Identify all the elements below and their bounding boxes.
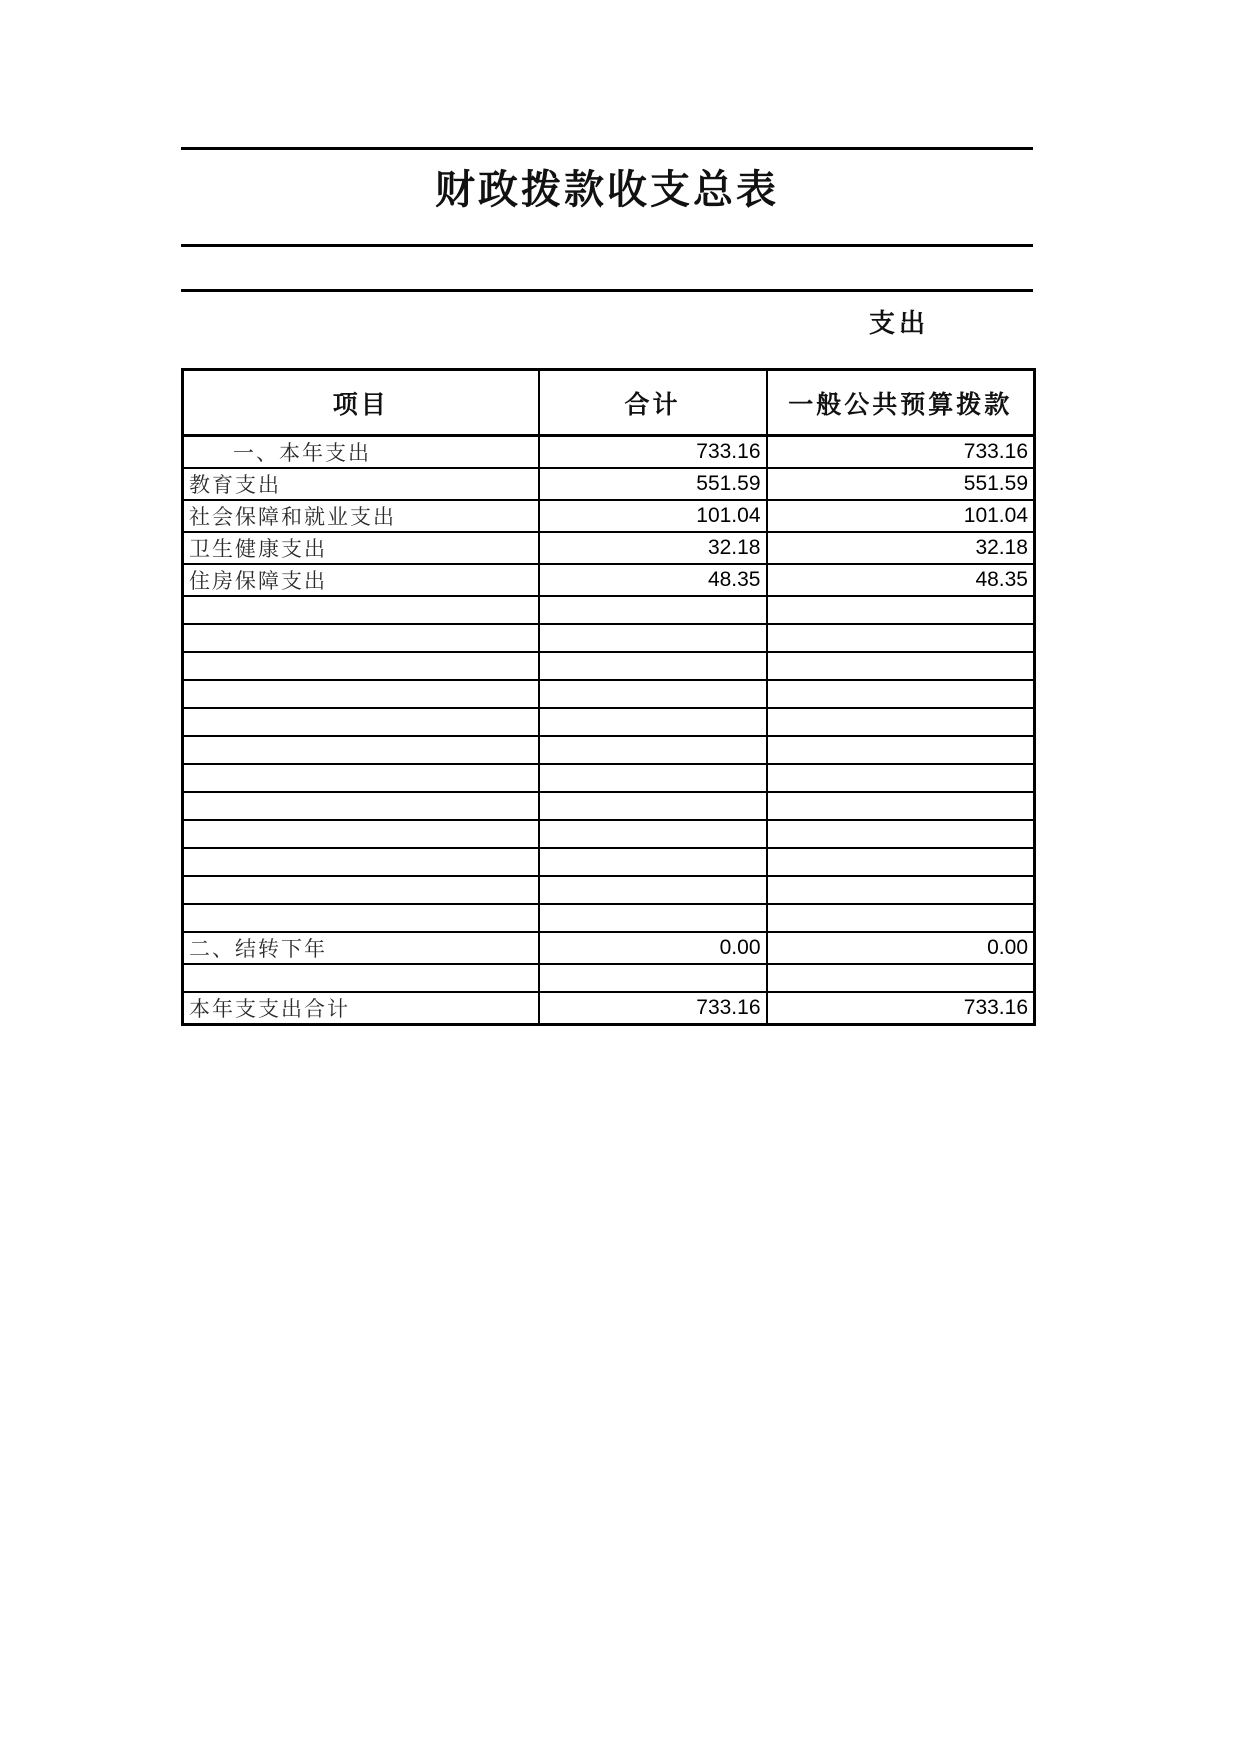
- budget-table: [181, 368, 1036, 1026]
- total-cell: [539, 736, 767, 764]
- table-row: [183, 708, 1035, 736]
- table-row: [183, 848, 1035, 876]
- item-cell: [183, 904, 539, 932]
- item-cell: 本年支支出合计: [183, 992, 539, 1025]
- table-row: [183, 596, 1035, 624]
- total-cell: 733.16: [539, 992, 767, 1025]
- section-label-expenditure: 支出: [868, 309, 929, 338]
- table-row: [183, 820, 1035, 848]
- general-budget-cell: [767, 820, 1035, 848]
- table-row: [183, 876, 1035, 904]
- item-cell: [183, 820, 539, 848]
- page-title: 财政拨款收支总表: [435, 167, 779, 212]
- table-row: [183, 992, 1035, 1025]
- total-cell: [539, 708, 767, 736]
- table-row: [183, 904, 1035, 932]
- general-budget-cell: 733.16: [767, 992, 1035, 1025]
- table-header: [183, 370, 1035, 436]
- total-cell: 551.59: [539, 468, 767, 500]
- general-budget-cell: [767, 652, 1035, 680]
- table-row: [183, 564, 1035, 596]
- general-budget-cell: [767, 876, 1035, 904]
- general-budget-cell: [767, 792, 1035, 820]
- item-cell: [183, 764, 539, 792]
- general-budget-cell: 0.00: [767, 932, 1035, 964]
- total-cell: [539, 876, 767, 904]
- table-row: [183, 468, 1035, 500]
- item-cell: 教育支出: [183, 468, 539, 500]
- general-budget-cell: 733.16: [767, 436, 1035, 469]
- header-row: [183, 370, 1035, 436]
- general-budget-cell: 48.35: [767, 564, 1035, 596]
- total-cell: [539, 764, 767, 792]
- section-divider-rule: [181, 289, 1033, 292]
- item-cell: 二、结转下年: [183, 932, 539, 964]
- total-cell: 32.18: [539, 532, 767, 564]
- general-budget-cell: [767, 904, 1035, 932]
- header-total: 合计: [539, 370, 767, 436]
- total-cell: [539, 624, 767, 652]
- table-row: [183, 736, 1035, 764]
- total-cell: [539, 904, 767, 932]
- general-budget-cell: [767, 624, 1035, 652]
- item-cell: [183, 680, 539, 708]
- general-budget-cell: 551.59: [767, 468, 1035, 500]
- top-rule: [181, 147, 1033, 150]
- table-row: [183, 624, 1035, 652]
- table-row: [183, 532, 1035, 564]
- item-cell: [183, 876, 539, 904]
- title-underline-rule: [181, 244, 1033, 247]
- item-cell: 卫生健康支出: [183, 532, 539, 564]
- total-cell: [539, 652, 767, 680]
- table-row: [183, 652, 1035, 680]
- total-cell: 733.16: [539, 436, 767, 469]
- item-cell: 住房保障支出: [183, 564, 539, 596]
- table-body: [183, 436, 1035, 1025]
- item-cell: [183, 848, 539, 876]
- general-budget-cell: [767, 680, 1035, 708]
- general-budget-cell: [767, 736, 1035, 764]
- item-cell: [183, 652, 539, 680]
- total-cell: [539, 596, 767, 624]
- total-cell: [539, 792, 767, 820]
- table-row: [183, 964, 1035, 992]
- general-budget-cell: 32.18: [767, 532, 1035, 564]
- total-cell: [539, 964, 767, 992]
- total-cell: 0.00: [539, 932, 767, 964]
- table-row: [183, 436, 1035, 469]
- item-cell: [183, 596, 539, 624]
- table-row: [183, 500, 1035, 532]
- table-row: [183, 680, 1035, 708]
- general-budget-cell: [767, 848, 1035, 876]
- total-cell: 48.35: [539, 564, 767, 596]
- item-cell: [183, 708, 539, 736]
- table-row: [183, 764, 1035, 792]
- item-cell: 一、本年支出: [183, 436, 539, 469]
- item-cell: [183, 964, 539, 992]
- total-cell: [539, 820, 767, 848]
- header-general-budget: 一般公共预算拨款: [767, 370, 1035, 436]
- item-cell: [183, 624, 539, 652]
- general-budget-cell: 101.04: [767, 500, 1035, 532]
- total-cell: [539, 680, 767, 708]
- table-row: [183, 932, 1035, 964]
- item-cell: 社会保障和就业支出: [183, 500, 539, 532]
- general-budget-cell: [767, 708, 1035, 736]
- total-cell: [539, 848, 767, 876]
- item-cell: [183, 792, 539, 820]
- header-item: 项目: [183, 370, 539, 436]
- total-cell: 101.04: [539, 500, 767, 532]
- general-budget-cell: [767, 596, 1035, 624]
- general-budget-cell: [767, 964, 1035, 992]
- item-cell: [183, 736, 539, 764]
- general-budget-cell: [767, 764, 1035, 792]
- table-row: [183, 792, 1035, 820]
